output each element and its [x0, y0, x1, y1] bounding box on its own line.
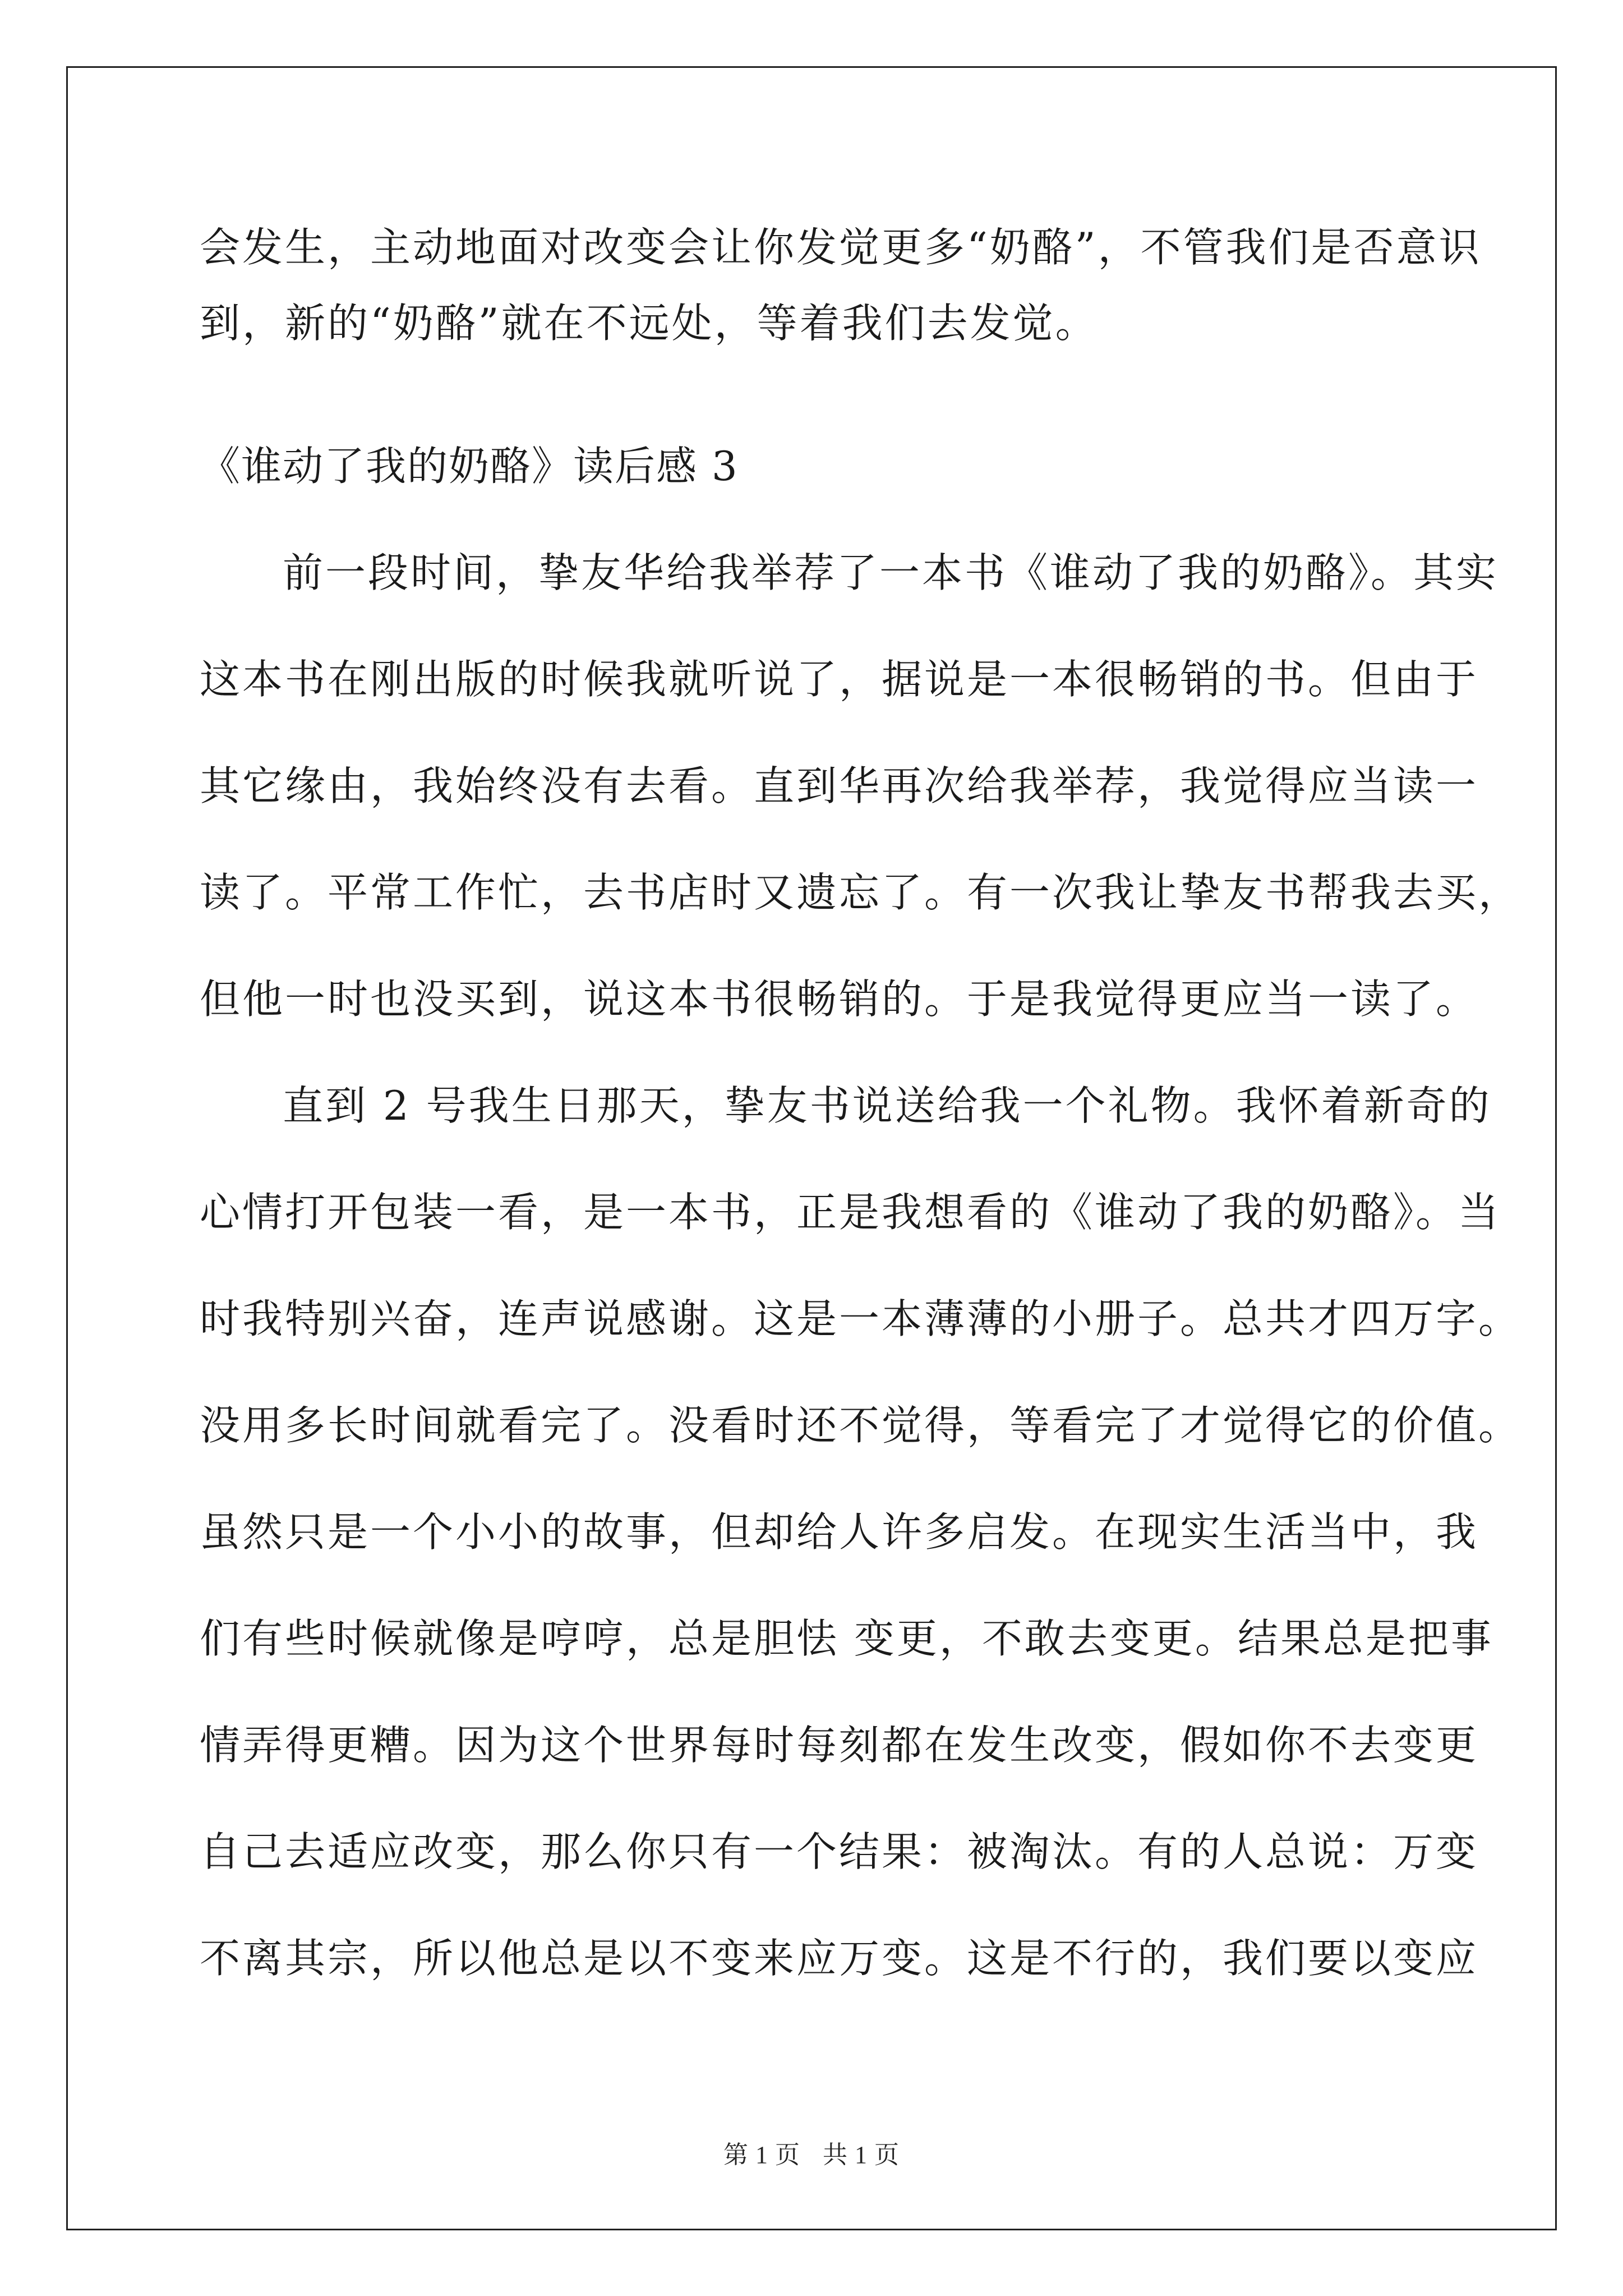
section-heading: 《谁动了我的奶酪》读后感 3	[200, 443, 739, 490]
body-line: 自己去适应改变，那么你只有一个结果：被淘汰。有的人总说：万变	[200, 1828, 1479, 1875]
body-line: 前一段时间，挚友华给我举荐了一本书《谁动了我的奶酪》。其实	[283, 549, 1499, 596]
body-line: 但他一时也没买到，说这本书很畅销的。于是我觉得更应当一读了。	[200, 976, 1479, 1023]
body-line: 其它缘由，我始终没有去看。直到华再次给我举荐，我觉得应当读一	[200, 762, 1479, 809]
body-line: 不离其宗，所以他总是以不变来应万变。这是不行的，我们要以变应	[200, 1935, 1479, 1982]
page-total: 共 1 页	[823, 2141, 900, 2169]
body-line: 读了。平常工作忙，去书店时又遗忘了。有一次我让挚友书帮我去买，	[200, 869, 1521, 916]
body-line: 这本书在刚出版的时候我就听说了，据说是一本很畅销的书。但由于	[200, 656, 1479, 703]
body-line: 心情打开包装一看，是一本书，正是我想看的《谁动了我的奶酪》。当	[200, 1189, 1501, 1236]
body-line: 时我特别兴奋，连声说感谢。这是一本薄薄的小册子。总共才四万字。	[200, 1295, 1521, 1342]
body-line: 情弄得更糟。因为这个世界每时每刻都在发生改变，假如你不去变更	[200, 1722, 1479, 1769]
body-line: 直到 2 号我生日那天，挚友书说送给我一个礼物。我怀着新奇的	[283, 1082, 1492, 1129]
body-line: 没用多长时间就看完了。没看时还不觉得，等看完了才觉得它的价值。	[200, 1402, 1521, 1449]
body-line: 们有些时候就像是哼哼，总是胆怯 变更，不敢去变更。结果总是把事	[200, 1615, 1493, 1662]
body-line: 到，新的“奶酪”就在不远处，等着我们去发觉。	[200, 300, 1098, 347]
body-line: 虽然只是一个小小的故事，但却给人许多启发。在现实生活当中，我	[200, 1508, 1479, 1556]
body-line: 会发生，主动地面对改变会让你发觉更多“奶酪”，不管我们是否意识	[200, 224, 1482, 271]
page-border	[66, 66, 1557, 2230]
page-footer	[0, 2134, 1623, 2170]
page-number: 第 1 页	[723, 2141, 800, 2169]
